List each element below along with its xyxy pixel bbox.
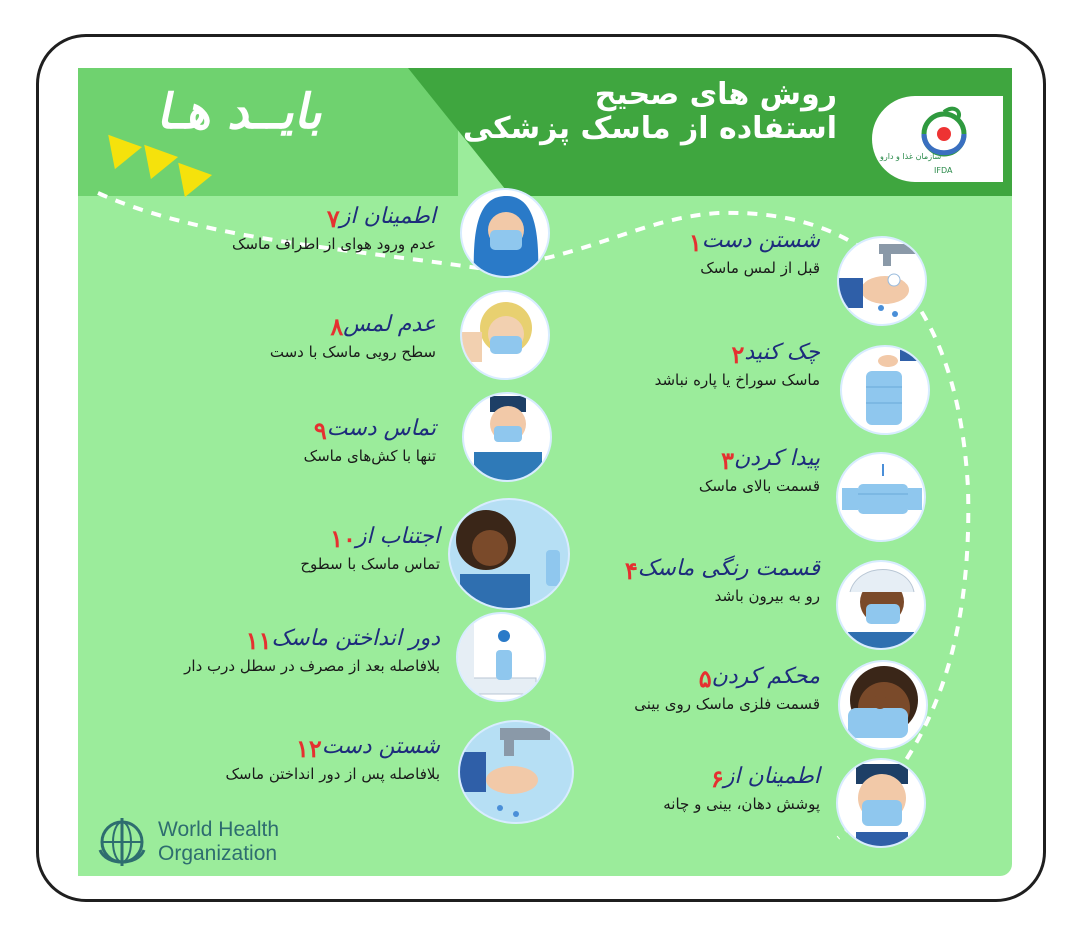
item-title: قسمت رنگی ماسک bbox=[637, 556, 820, 581]
item-title: عدم لمس bbox=[343, 312, 436, 337]
who-emblem-icon bbox=[94, 814, 150, 870]
right-item-3 bbox=[699, 446, 820, 495]
item-number: ۹ bbox=[313, 416, 327, 445]
title-line-1: روش های صحیح bbox=[594, 77, 837, 112]
who-line-1: World Health bbox=[158, 818, 279, 841]
man-mask-icon bbox=[836, 758, 926, 848]
item-title: اطمینان از bbox=[723, 764, 820, 789]
who-line-2: Organization bbox=[158, 842, 278, 865]
item-title: تماس دست bbox=[326, 416, 436, 441]
item-title: اطمینان از bbox=[339, 204, 436, 229]
item-number: ۴ bbox=[624, 556, 638, 585]
item-number: ۱۰ bbox=[330, 524, 356, 553]
left-item-8 bbox=[270, 312, 436, 361]
item-number: ۷ bbox=[326, 204, 340, 233]
left-item-7 bbox=[232, 204, 436, 253]
item-number: ۳ bbox=[721, 446, 735, 475]
right-item-5 bbox=[634, 664, 820, 713]
item-number: ۶ bbox=[710, 764, 724, 793]
ifda-emblem-icon bbox=[914, 104, 974, 174]
woman-mask-icon bbox=[460, 290, 550, 380]
person-pinch-nose-icon bbox=[838, 660, 928, 750]
item-title: پیدا کردن bbox=[734, 446, 820, 471]
mask-top-icon bbox=[836, 452, 926, 542]
item-title: دور انداختن ماسک bbox=[271, 626, 440, 651]
left-item-11 bbox=[184, 626, 440, 675]
mask-check-icon bbox=[840, 345, 930, 435]
ifda-logo bbox=[872, 96, 1003, 182]
item-description: عدم ورود هوای از اطراف ماسک bbox=[231, 235, 436, 253]
item-number: ۱۱ bbox=[245, 626, 272, 655]
hijab-woman-mask-icon bbox=[460, 188, 550, 278]
logo-initials: IFDA bbox=[934, 166, 953, 175]
item-description: تنها با کش‌های ماسک bbox=[303, 447, 436, 465]
item-title: شستن دست bbox=[701, 228, 820, 253]
logo-caption: سازمان غذا و دارو bbox=[880, 152, 942, 161]
woman-wiping-surface-icon bbox=[448, 498, 570, 610]
item-description: بلافاصله پس از دور انداختن ماسک bbox=[225, 765, 440, 783]
hand-washing-icon bbox=[837, 236, 927, 326]
item-description: قبل از لمس ماسک bbox=[700, 259, 820, 277]
item-description: رو به بیرون باشد bbox=[714, 587, 820, 605]
who-logo bbox=[94, 818, 294, 870]
right-item-6 bbox=[663, 764, 820, 813]
left-item-12 bbox=[225, 734, 440, 783]
item-description: قسمت فلزی ماسک روی بینی bbox=[634, 695, 820, 713]
item-title: چک کنید bbox=[744, 340, 820, 365]
item-number: ۱۲ bbox=[295, 734, 322, 763]
item-description: سطح رویی ماسک با دست bbox=[269, 343, 436, 361]
right-item-4 bbox=[621, 556, 820, 605]
item-description: پوشش دهان، بینی و چانه bbox=[663, 795, 820, 813]
right-item-1 bbox=[685, 228, 820, 277]
item-description: بلافاصله بعد از مصرف در سطل درب دار bbox=[184, 657, 440, 675]
item-description: قسمت بالای ماسک bbox=[698, 477, 820, 495]
musts-banner: بایــد هـا bbox=[154, 84, 332, 140]
item-number: ۵ bbox=[698, 664, 712, 693]
left-item-10 bbox=[300, 524, 440, 573]
left-item-9 bbox=[304, 416, 436, 465]
mask-in-bin-icon bbox=[456, 612, 546, 702]
item-title: محکم کردن bbox=[711, 664, 820, 689]
item-description: ماسک سوراخ یا پاره نباشد bbox=[654, 371, 820, 389]
item-number: ۸ bbox=[330, 312, 344, 341]
man-adjusting-mask-icon bbox=[462, 392, 552, 482]
item-number: ۱ bbox=[688, 228, 702, 257]
item-number: ۲ bbox=[731, 340, 745, 369]
hand-washing-icon bbox=[458, 720, 574, 824]
person-mask-faceshield-icon bbox=[836, 560, 926, 650]
item-title: شستن دست bbox=[321, 734, 440, 759]
right-item-2 bbox=[655, 340, 820, 389]
who-wordmark bbox=[158, 818, 279, 866]
item-description: تماس ماسک با سطوح bbox=[300, 555, 440, 573]
item-title: اجتناب از bbox=[355, 524, 440, 549]
title-line-2: استفاده از ماسک پزشکی bbox=[462, 111, 837, 146]
